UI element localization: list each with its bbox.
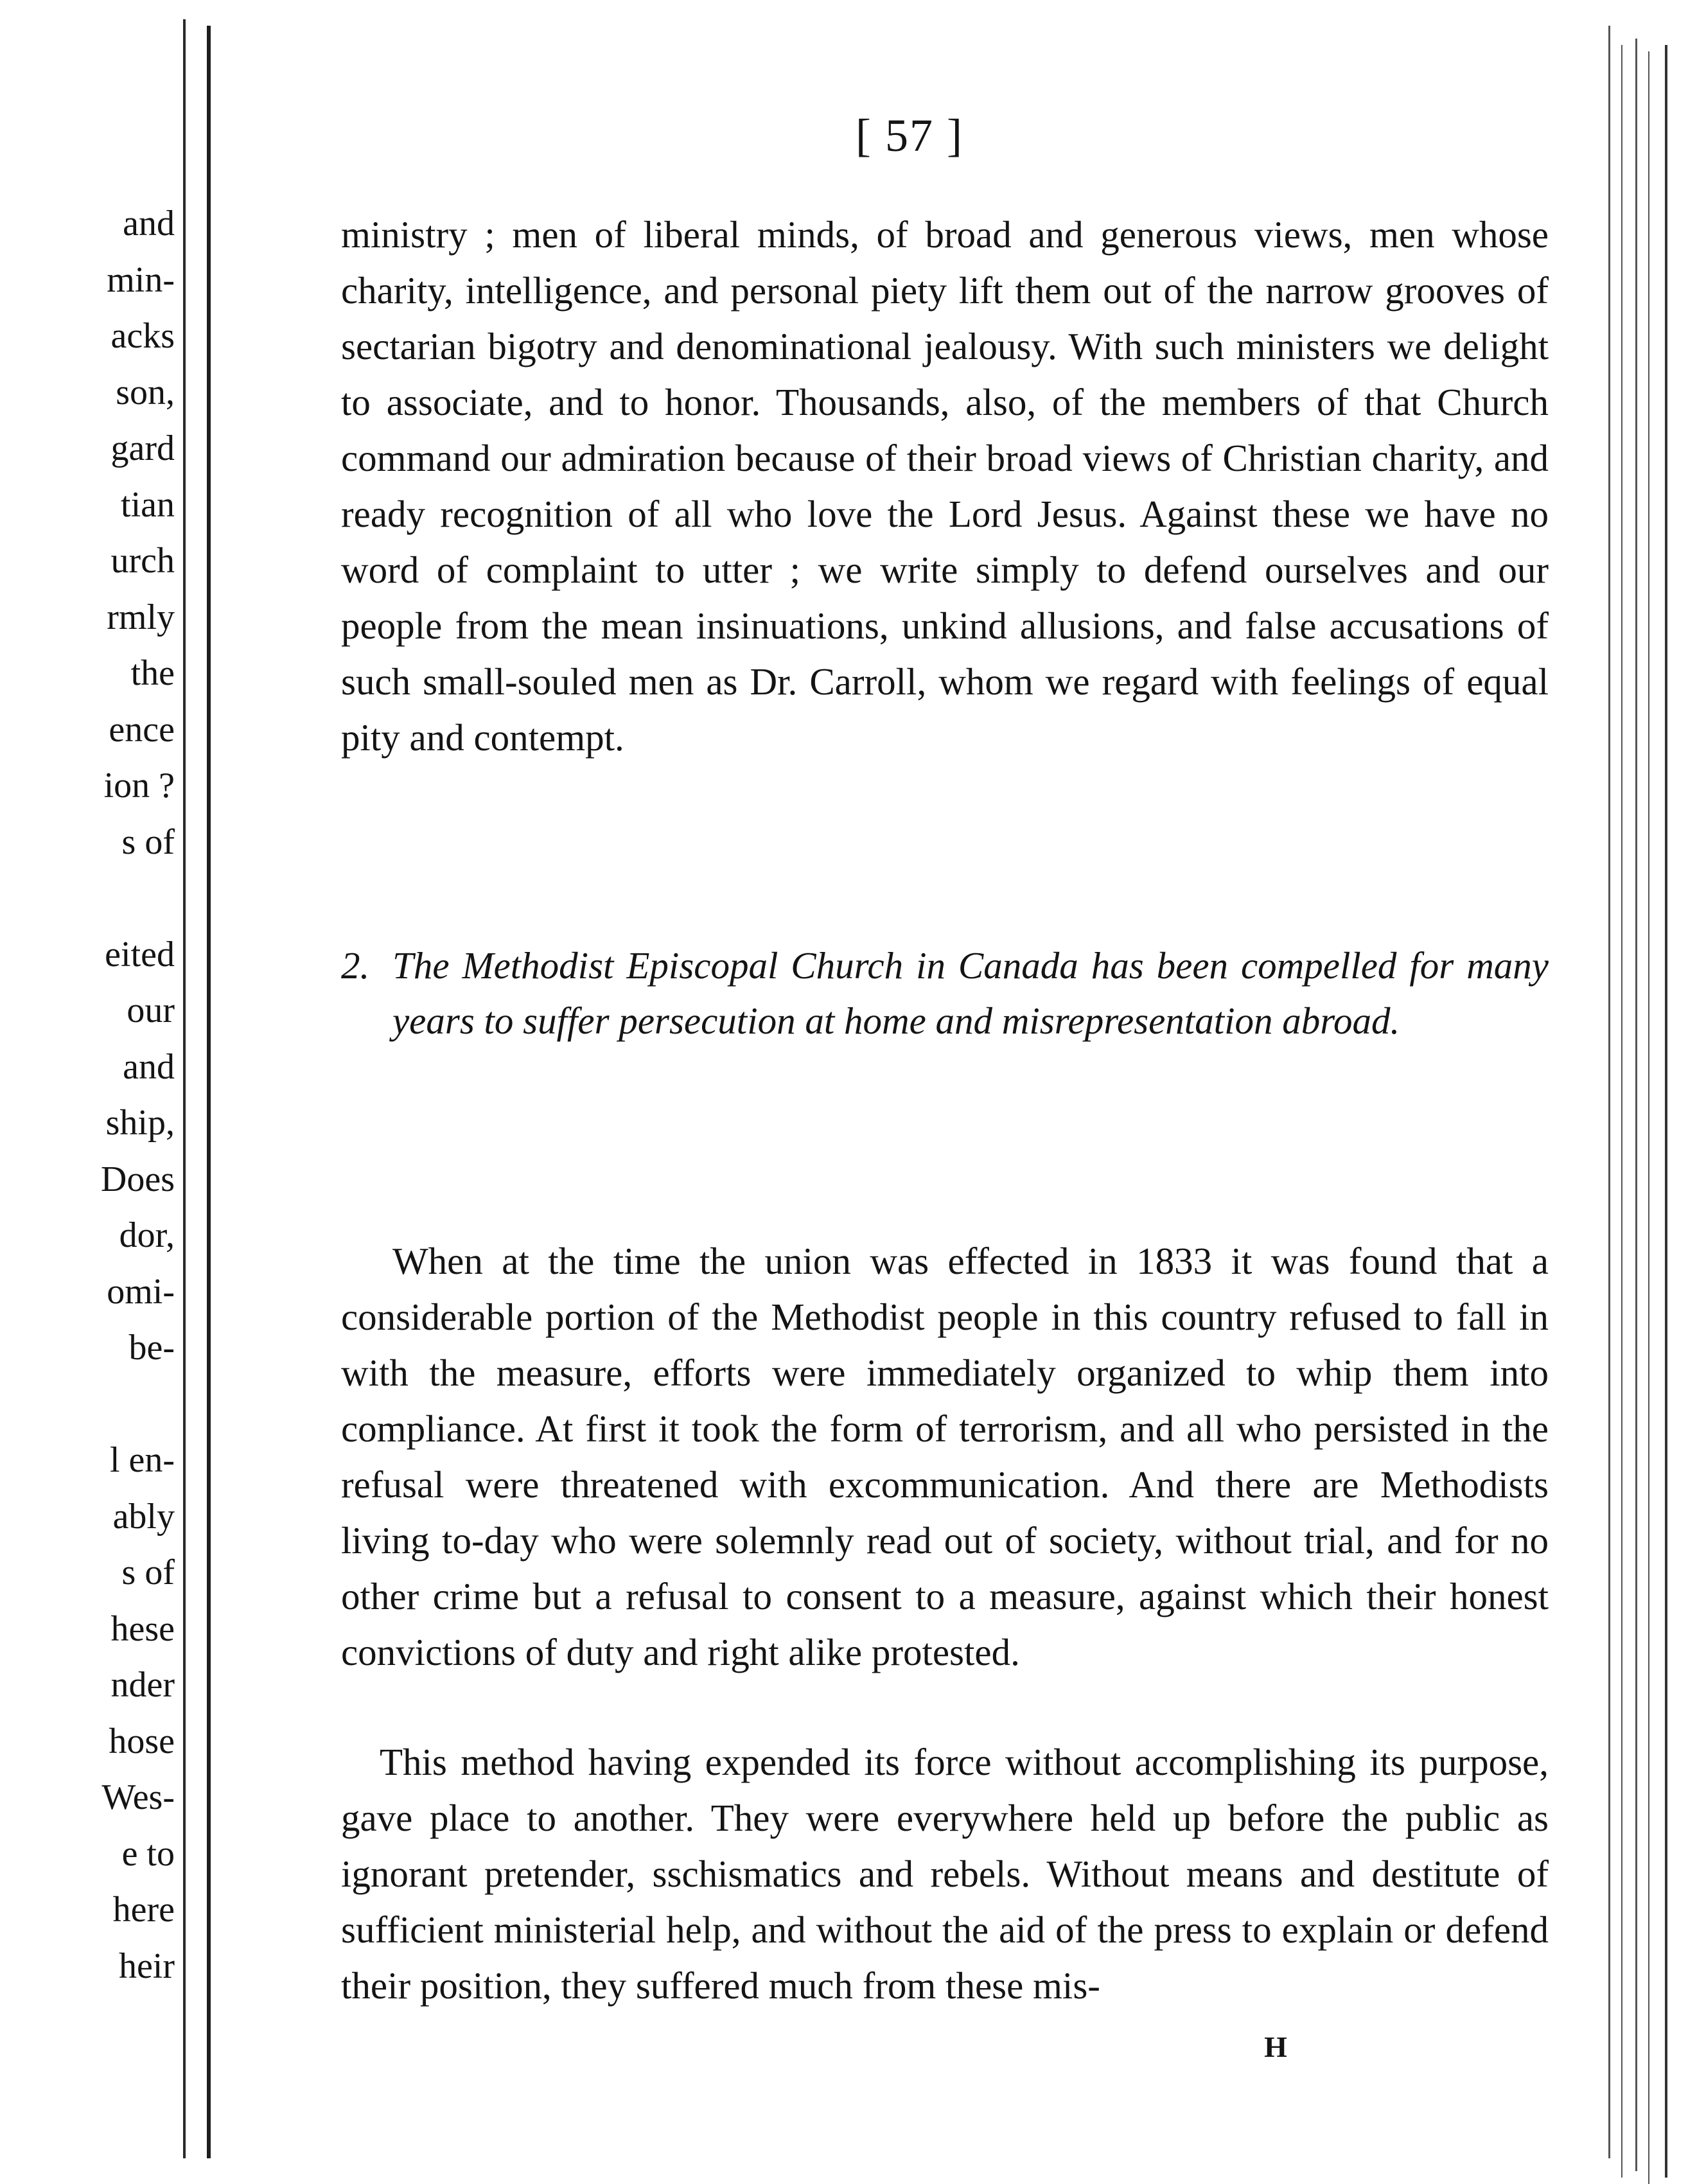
- left-line-end: nder: [110, 1665, 175, 1705]
- left-line-end: s of: [121, 1553, 175, 1592]
- left-line-end: hose: [109, 1721, 175, 1761]
- page-stack-edge: [1603, 26, 1688, 2158]
- left-line-end: gard: [110, 428, 175, 468]
- left-line-end: and: [123, 1046, 175, 1087]
- left-line-end: acks: [110, 316, 175, 356]
- left-line-end: the: [130, 653, 175, 693]
- left-page-line-ends: [0, 196, 175, 1995]
- left-line-end: ably: [112, 1496, 175, 1537]
- left-line-end: s of: [121, 822, 175, 862]
- page-leaf-line: [1635, 39, 1637, 2171]
- left-line-end: son,: [116, 372, 175, 412]
- left-line-end: rmly: [107, 597, 175, 637]
- left-facing-page: [0, 0, 188, 2184]
- page-leaf-line: [1648, 51, 1649, 2184]
- left-line-end: be-: [128, 1328, 175, 1368]
- section-heading-number: 2.: [341, 944, 370, 987]
- left-line-end: min-: [107, 260, 175, 300]
- book-gutter: [188, 0, 212, 2184]
- left-line-end: tian: [121, 484, 175, 525]
- left-line-end: heir: [118, 1946, 175, 1986]
- section-heading: [341, 938, 1549, 1048]
- paragraph-ministry: ministry ; men of liberal minds, of broad and generous views, men whose charity, intelligence, and personal piety lift them out of the narrow grooves of sectarian bigotry and denominational jealousy. With such ministers we delight to associate, and to honor. Thousands, also, of the members of that Church command our admiration because of their broad views of Christian charity, and ready recognition of all who love the Lord Jesus. Against these we have no word of complaint to utter ; we write simply to defend ourselves and our people from the mean insinuations, unkind allusions, and false accusations of such small-souled men as Dr. Carroll, whom we regard with feelings of equal pity and contempt.: [341, 213, 1549, 759]
- main-page: [216, 26, 1603, 2158]
- left-line-end: [0, 1377, 175, 1433]
- left-line-end: here: [112, 1890, 175, 1930]
- left-line-end: ion ?: [103, 766, 175, 806]
- left-line-end: [0, 870, 175, 927]
- page-leaf-line: [1608, 26, 1610, 2158]
- left-line-end: e to: [121, 1833, 175, 1874]
- page-leaf-line: [1621, 45, 1622, 2178]
- signature-mark: H: [1264, 2030, 1287, 2063]
- left-line-end: ship,: [105, 1103, 175, 1143]
- left-line-end: omi-: [107, 1271, 175, 1312]
- left-line-end: Does: [100, 1159, 175, 1199]
- paragraph-method-expended: This method having expended its force without accomplishing its purpose, gave place to another. They were everywhere held up before the public as ignorant pretender, sschismatics and rebels. Without means and destitute of sufficient ministerial help, and without the aid of the press to explain or defend their position, they suffered much from these mis-: [341, 1741, 1549, 2007]
- left-line-end: eited: [105, 934, 175, 974]
- left-page-edge: [183, 19, 186, 2158]
- page-number: [ 57 ]: [856, 110, 963, 161]
- left-line-end: our: [127, 991, 175, 1030]
- left-line-end: l en-: [109, 1440, 175, 1480]
- page-leaf-line: [1665, 45, 1667, 2178]
- right-page-edge-line: [207, 26, 211, 2158]
- left-line-end: ence: [109, 709, 175, 750]
- left-line-end: urch: [110, 541, 175, 581]
- left-line-end: Wes-: [101, 1777, 175, 1817]
- left-line-end: hese: [110, 1608, 175, 1649]
- left-line-end: dor,: [119, 1215, 175, 1255]
- paragraph-union-1833: When at the time the union was effected in 1833 it was found that a considerable portion of the Methodist people in this country refused to fall in with the measure, efforts were immediately organized to whip them into compliance. At first it took the form of terrorism, and all who persisted in the refusal were threatened with excommunication. And there are Methodists living to-day who were solemnly read out of society, without trial, and for no other crime but a refusal to consent to a measure, against which their honest convictions of duty and right alike protested.: [341, 1240, 1549, 1673]
- left-line-end: and: [123, 204, 175, 243]
- section-heading-text: The Methodist Episcopal Church in Canada has been compelled for many years to suffer persecution at home and misrepresentation abroad.: [392, 944, 1549, 1042]
